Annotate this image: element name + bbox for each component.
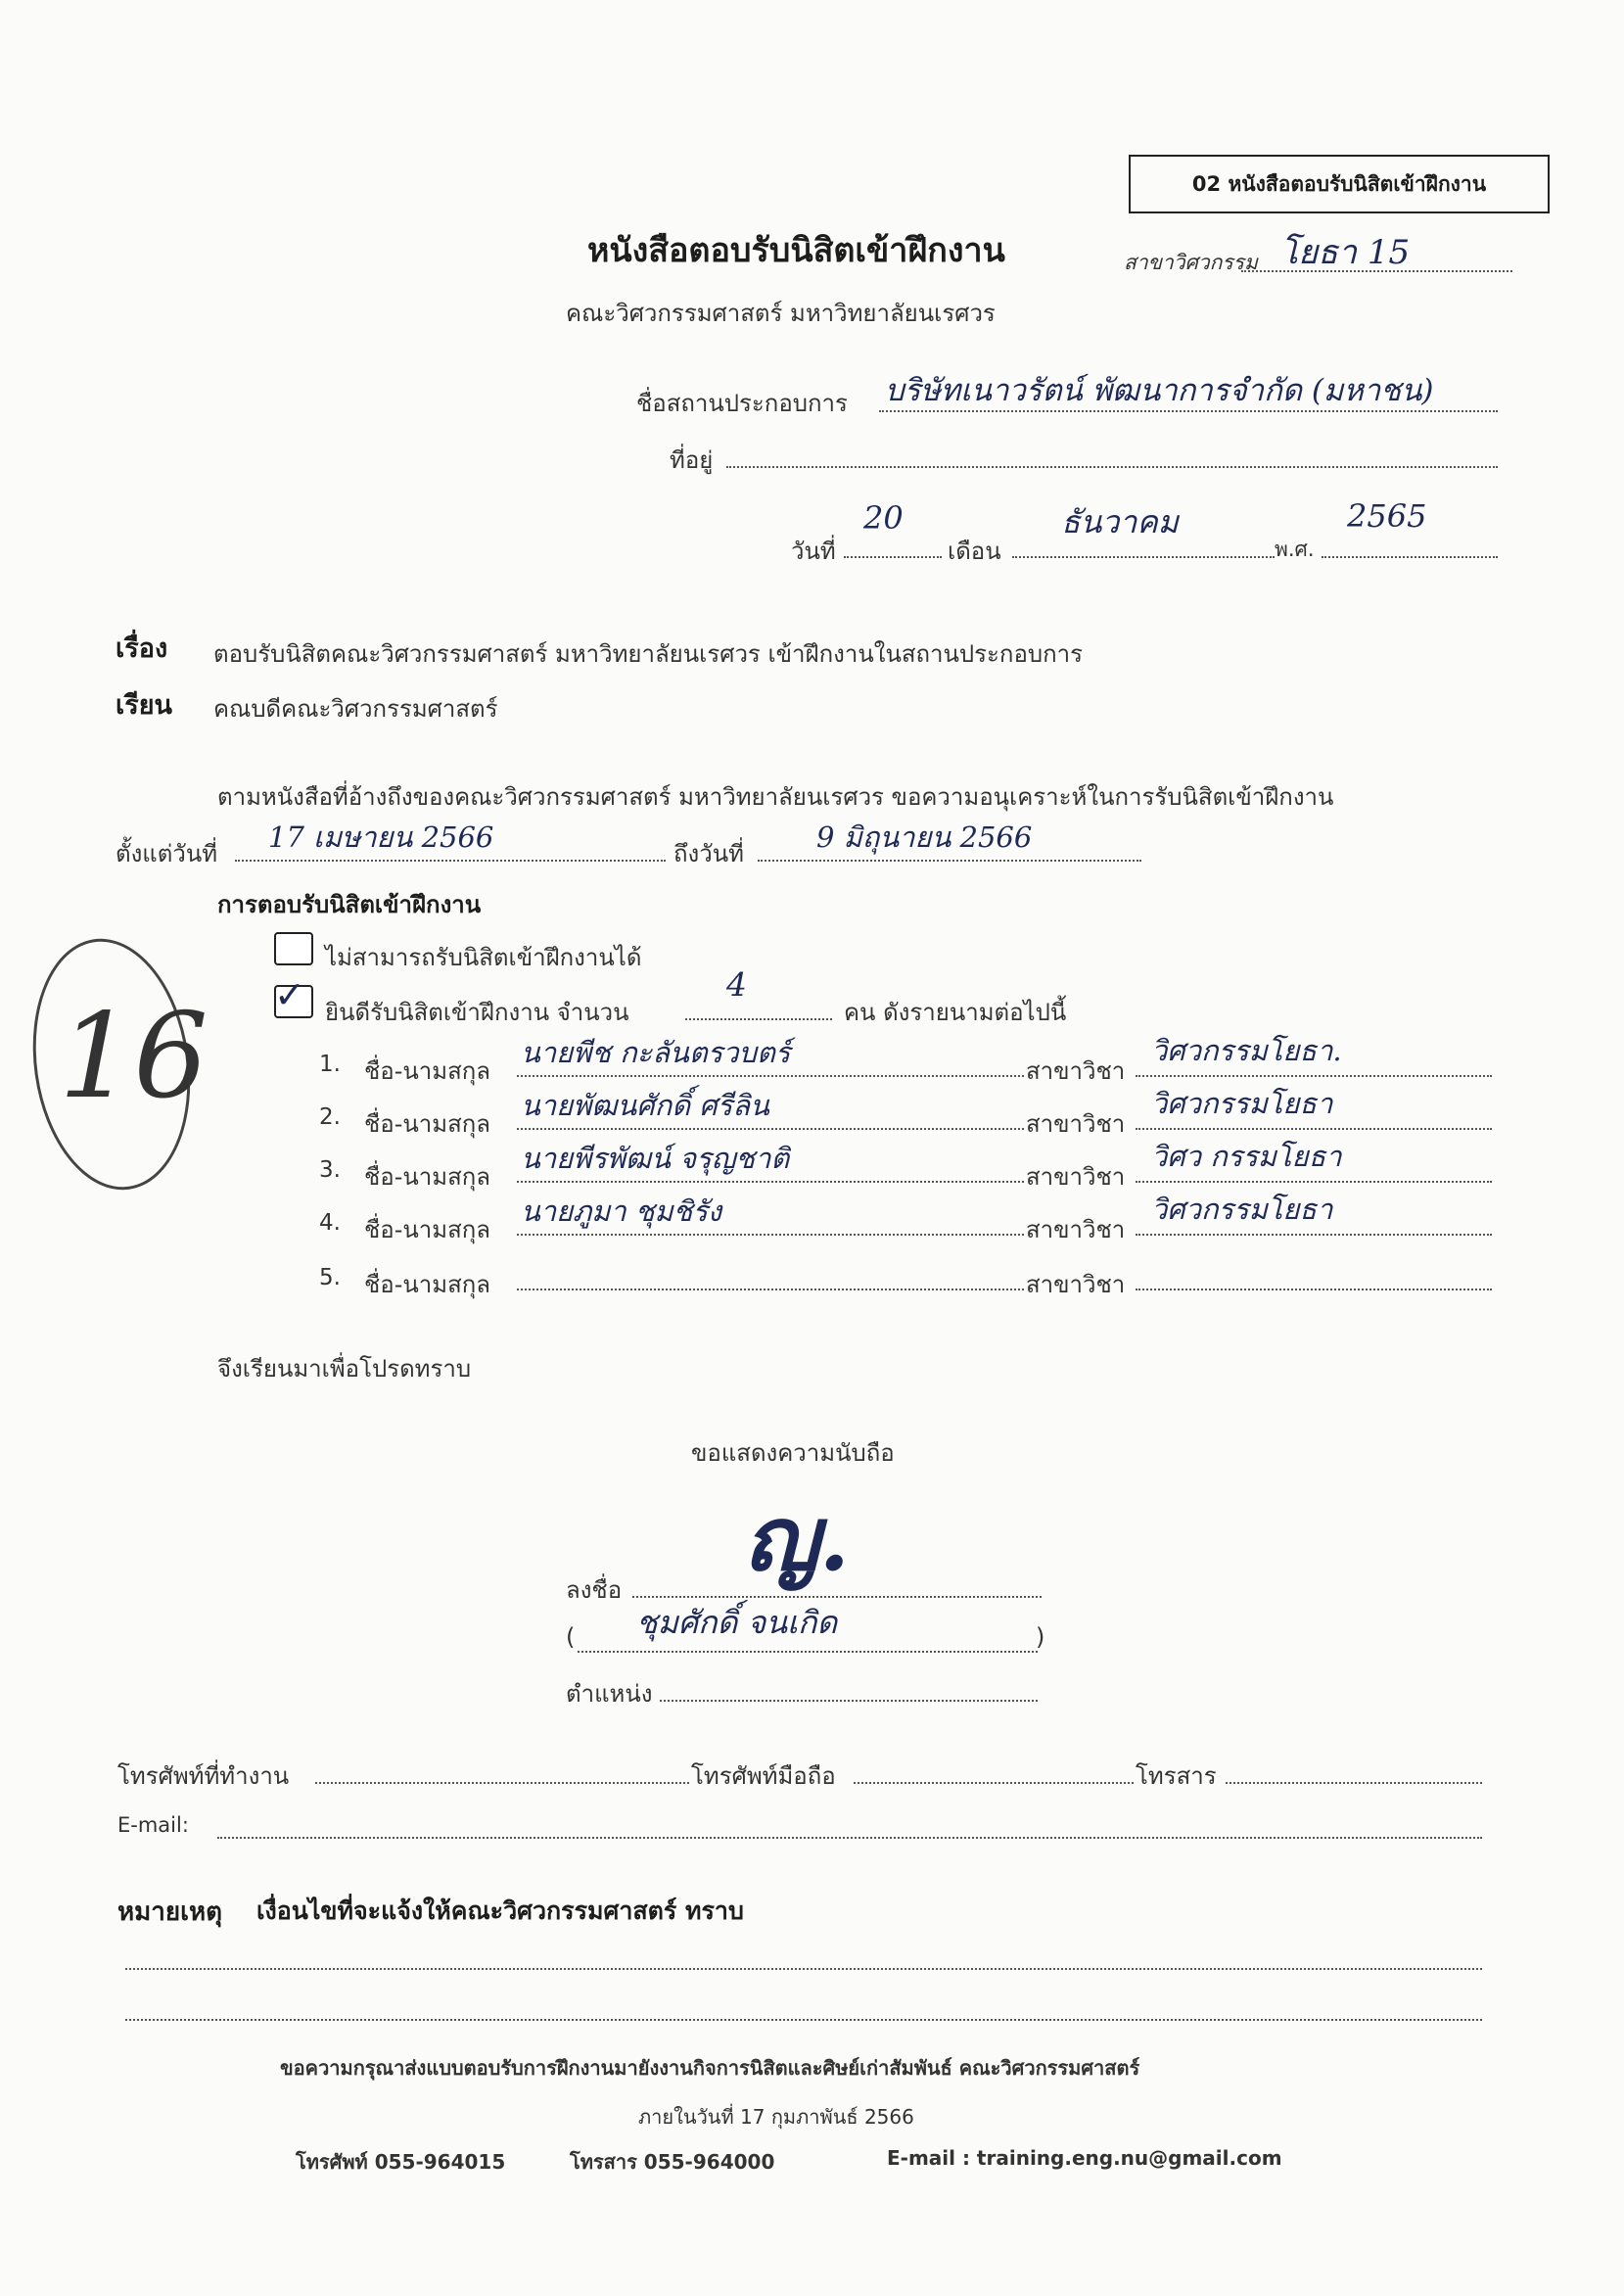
paren-close: ) <box>1036 1623 1045 1651</box>
student-name-label: ชื่อ-นามสกุล <box>364 1057 490 1085</box>
student-major-value: วิศว กรรมโยธา <box>1151 1140 1342 1173</box>
subject-label: เรื่อง <box>116 633 168 664</box>
signer-name-field[interactable] <box>578 1604 1038 1653</box>
student-name-field[interactable] <box>517 1142 1024 1183</box>
major-label: สาขาวิศวกรรม <box>1124 251 1258 274</box>
date-month-value: ธันวาคม <box>1061 503 1179 540</box>
to-date-value: 9 มิถุนายน 2566 <box>816 820 1033 854</box>
student-major-field[interactable] <box>1136 1140 1492 1183</box>
date-month-field[interactable] <box>1012 503 1275 558</box>
email-label: E-mail: <box>117 1813 189 1837</box>
student-number: 1. <box>319 1052 341 1077</box>
reject-option-label: ไม่สามารถรับนิสิตเข้าฝึกงานได้ <box>325 944 642 971</box>
student-number: 2. <box>319 1104 341 1130</box>
from-date-value: 17 เมษายน 2566 <box>268 820 494 854</box>
student-name-field[interactable] <box>517 1259 1024 1290</box>
date-day-label: วันที่ <box>791 538 836 565</box>
from-date-label: ตั้งแต่วันที่ <box>116 840 218 867</box>
circled-annotation-number: 16 <box>59 989 209 1125</box>
paren-open: ( <box>566 1623 576 1651</box>
student-count-suffix: คน ดังรายนามต่อไปนี้ <box>844 999 1067 1026</box>
fax-field[interactable] <box>1226 1751 1482 1784</box>
student-major-label: สาขาวิชา <box>1026 1110 1126 1138</box>
page-title: หนังสือตอบรับนิสิตเข้าฝึกงาน <box>587 231 1005 270</box>
accept-option-label: ยินดีรับนิสิตเข้าฝึกงาน จำนวน <box>325 999 629 1026</box>
student-count-value: 4 <box>726 965 747 1004</box>
student-name-label: ชื่อ-นามสกุล <box>364 1110 490 1138</box>
student-number: 5. <box>319 1265 341 1290</box>
student-name-label: ชื่อ-นามสกุล <box>364 1216 490 1243</box>
mobile-label: โทรศัพท์มือถือ <box>691 1762 836 1790</box>
student-major-field[interactable] <box>1136 1087 1492 1130</box>
address-label: ที่อยู่ <box>670 446 714 474</box>
student-name-value: นายพัฒนศักดิ์ ศรีลิน <box>521 1089 769 1122</box>
student-major-value: วิศวกรรมโยธา. <box>1151 1034 1342 1067</box>
body-text: ตามหนังสือที่อ้างถึงของคณะวิศวกรรมศาสตร์ มหาวิทยาลัยนเรศวร ขอความอนุเคราะห์ในการรับนิสิตเข้าฝึกงาน <box>217 783 1334 811</box>
student-major-label: สาขาวิชา <box>1026 1057 1126 1085</box>
form-code-box: 02 หนังสือตอบรับนิสิตเข้าฝึกงาน <box>1129 155 1550 213</box>
date-month-label: เดือน <box>948 538 1001 565</box>
footer-deadline: ภายในวันที่ 17 กุมภาพันธ์ 2566 <box>638 2105 914 2129</box>
to-text: คณบดีคณะวิศวกรรมศาสตร์ <box>213 695 498 723</box>
student-name-field[interactable] <box>517 1036 1024 1077</box>
fax-label: โทรสาร <box>1136 1762 1217 1790</box>
footer-instruction: ขอความกรุณาส่งแบบตอบรับการฝึกงานมายังงานกิจการนิสิตและศิษย์เก่าสัมพันธ์ คณะวิศวกรรมศาสตร์ <box>280 2056 1140 2080</box>
major-field[interactable] <box>1241 233 1512 272</box>
student-name-value: นายพีรพัฒน์ จรุญชาติ <box>521 1142 790 1175</box>
date-year-label: พ.ศ. <box>1275 538 1315 561</box>
student-major-label: สาขาวิชา <box>1026 1271 1126 1298</box>
student-name-field[interactable] <box>517 1195 1024 1236</box>
remarks-line-1[interactable] <box>125 1945 1482 1970</box>
student-major-label: สาขาวิชา <box>1026 1216 1126 1243</box>
work-phone-field[interactable] <box>315 1751 689 1784</box>
footer-phone: โทรศัพท์ 055-964015 <box>296 2150 506 2174</box>
establishment-label: ชื่อสถานประกอบการ <box>636 390 848 417</box>
date-year-field[interactable] <box>1322 497 1498 558</box>
to-date-field[interactable] <box>758 820 1141 862</box>
email-field[interactable] <box>217 1807 1482 1839</box>
date-year-value: 2565 <box>1347 497 1427 535</box>
student-count-field[interactable] <box>685 965 832 1020</box>
remarks-line-2[interactable] <box>125 1995 1482 2021</box>
student-name-field[interactable] <box>517 1089 1024 1130</box>
student-name-label: ชื่อ-นามสกุล <box>364 1163 490 1191</box>
student-major-label: สาขาวิชา <box>1026 1163 1126 1191</box>
student-name-value: นายภูมา ชุมชิรัง <box>521 1195 722 1228</box>
to-label: เรียน <box>116 690 173 721</box>
work-phone-label: โทรศัพท์ที่ทำงาน <box>117 1762 290 1790</box>
remarks-text: เงื่อนไขที่จะแจ้งให้คณะวิศวกรรมศาสตร์ ทราบ <box>256 1897 744 1925</box>
student-major-field[interactable] <box>1136 1034 1492 1077</box>
subject-text: ตอบรับนิสิตคณะวิศวกรรมศาสตร์ มหาวิทยาลัยนเรศวร เข้าฝึกงานในสถานประกอบการ <box>213 640 1084 668</box>
to-date-label: ถึงวันที่ <box>673 840 744 867</box>
acceptance-heading: การตอบรับนิสิตเข้าฝึกงาน <box>217 891 482 918</box>
reject-checkbox[interactable] <box>274 932 313 965</box>
from-date-field[interactable] <box>235 820 666 862</box>
student-major-value: วิศวกรรมโยธา <box>1151 1087 1333 1120</box>
student-number: 4. <box>319 1210 341 1236</box>
major-value: โยธา 15 <box>1280 233 1411 272</box>
establishment-value: บริษัทเนาวรัตน์ พัฒนาการจำกัด (มหาชน) <box>885 373 1434 408</box>
faculty-line: คณะวิศวกรรมศาสตร์ มหาวิทยาลัยนเรศวร <box>566 300 996 327</box>
student-major-value: วิศวกรรมโยธา <box>1151 1193 1333 1226</box>
regards-text: ขอแสดงความนับถือ <box>691 1439 895 1467</box>
student-name-value: นายพีช กะลันตรวบตร์ <box>521 1036 791 1069</box>
sign-label: ลงชื่อ <box>566 1576 623 1604</box>
address-field[interactable] <box>726 435 1498 468</box>
date-day-value: 20 <box>863 499 904 537</box>
student-major-field[interactable] <box>1136 1259 1492 1290</box>
student-major-field[interactable] <box>1136 1193 1492 1236</box>
check-mark-icon: ✓ <box>274 973 305 1016</box>
signature-field[interactable] <box>632 1565 1042 1598</box>
student-name-label: ชื่อ-นามสกุล <box>364 1271 490 1298</box>
mobile-field[interactable] <box>854 1751 1134 1784</box>
position-label: ตำแหน่ง <box>566 1680 653 1708</box>
student-number: 3. <box>319 1157 341 1183</box>
signer-name-value: ชุมศักดิ์ จนเกิด <box>636 1604 838 1641</box>
accept-checkbox[interactable] <box>274 973 313 1018</box>
signature-mark: ญ. <box>744 1487 851 1591</box>
inform-text: จึงเรียนมาเพื่อโปรดทราบ <box>217 1355 472 1382</box>
footer-email: E-mail : training.eng.nu@gmail.com <box>887 2146 1282 2170</box>
position-field[interactable] <box>660 1668 1038 1702</box>
date-day-field[interactable] <box>844 499 942 558</box>
establishment-field[interactable] <box>879 373 1498 412</box>
footer-fax: โทรสาร 055-964000 <box>570 2150 775 2174</box>
remarks-label: หมายเหตุ <box>117 1898 223 1927</box>
